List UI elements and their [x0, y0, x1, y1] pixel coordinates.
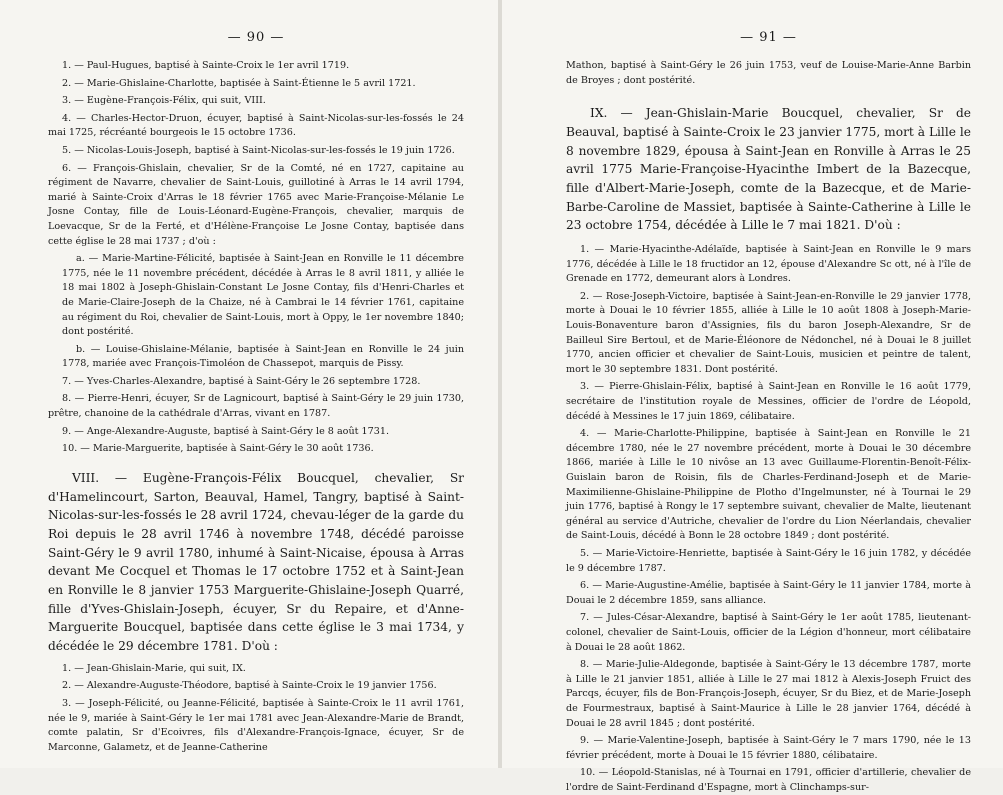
page-number-right: — 91 —	[740, 30, 797, 45]
entry-3: 3. — Eugène-François-Félix, qui suit, VIII.	[62, 95, 266, 107]
section-ix: IX. — Jean-Ghislain-Marie Boucquel, chevalier, Sr de Beauval, baptisé à Sainte-Croix le 23 janvier 1775, mort à Lille le 8 novembre 1829, épousa à Saint-Jean en Ronville à Arras le 25 avril 1775 Marie-Françoise-Hyacinthe Imbert de la Bazecque, fille d'Albert-Marie-Joseph, comte de la Bazecque, et de Marie-Barbe-Caroline de Massiet, baptisée à Sainte-Catherine à Lille le 23 octobre 1754, décédée à Lille le 7 mai 1821. D'où :	[566, 106, 971, 233]
entry-2: 2. — Marie-Ghislaine-Charlotte, baptisée à Saint-Étienne le 5 avril 1721.	[62, 77, 416, 89]
ix-entry-10: 10. — Léopold-Stanislas, né à Tournai en 1791, officier d'artillerie, chevalier de l'ordre de Saint-Ferdinand d'Espagne, mort à Clinchamps-sur-	[566, 767, 971, 793]
subentry-a: a. — Marie-Martine-Félicité, baptisée à Saint-Jean en Ronville le 11 décembre 1775, née le 11 novembre précédent, décédée à Arras le 8 avril 1811, y alliée le 18 mai 1802 à Joseph-Ghislain-Constant Le Josne Contay, fils d'Henri-Charles et de Marie-Claire-Joseph de la Chaize, né à Cambrai le 14 février 1761, capitaine au régiment du Roi, chevalier de Saint-Louis, mort à Oppy, le 1er novembre 1840; dont postérité.	[62, 253, 464, 338]
right-page	[502, 0, 1003, 793]
continuation-text: Mathon, baptisé à Saint-Géry le 26 juin 1753, veuf de Louise-Marie-Anne Barbin de Broyes ; dont postérité.	[566, 60, 971, 86]
entry-7: 7. — Yves-Charles-Alexandre, baptisé à Saint-Géry le 26 septembre 1728.	[62, 375, 421, 387]
viii-entry-3: 3. — Joseph-Félicité, ou Jeanne-Félicité, baptisée à Sainte-Croix le 11 avril 1761, née le 9, mariée à Saint-Géry le 1er mai 1781 avec Jean-Alexandre-Marie de Brandt, comte palatin, Sr d'Ecoivres, fils d'Alexandre-François-Ignace, écuyer, Sr de Marconne, Galametz, et de Jeanne-Catherine	[48, 698, 464, 753]
subentry-b: b. — Louise-Ghislaine-Mélanie, baptisée à Saint-Jean en Ronville le 24 juin 1778, mariée avec François-Timoléon de Chassepot, marquis de Pissy.	[62, 343, 464, 370]
ix-entry-8: 8. — Marie-Julie-Aldegonde, baptisée à Saint-Géry le 13 décembre 1787, morte à Lille le 21 janvier 1851, alliée à Lille le 27 mai 1812 à Alexis-Joseph Fruict des Parcqs, écuyer, fils de Bon-François-Joseph, écuyer, Sr du Biez, et de Marie-Joseph de Fourmestraux, baptisé à Saint-Maurice à Lille le 28 janvier 1764, décédé à Douai le 28 avril 1845 ; dont postérité.	[566, 659, 971, 729]
ix-entry-9: 9. — Marie-Valentine-Joseph, baptisée à Saint-Géry le 7 mars 1790, née le 13 février précédent, morte à Douai le 15 février 1880, célibataire.	[566, 735, 971, 761]
ix-entry-6: 6. — Marie-Augustine-Amélie, baptisée à Saint-Géry le 11 janvier 1784, morte à Douai le 2 décembre 1859, sans alliance.	[566, 580, 971, 606]
section-viii: VIII. — Eugène-François-Félix Boucquel, chevalier, Sr d'Hamelincourt, Sarton, Beauval, Hamel, Tangry, baptisé à Saint-Nicolas-sur-les-fossés le 28 avril 1724, chevau-léger de la garde du Roi depuis le 28 avril 1746 à novembre 1748, décédé paroisse Saint-Géry le 9 avril 1780, inhumé à Saint-Nicaise, épousa à Arras devant Me Cocquel et Thomas le 17 octobre 1752 et à Saint-Jean en Ronville le 8 janvier 1753 Marguerite-Ghislaine-Joseph Quarré, fille d'Yves-Ghislain-Joseph, écuyer, Sr du Repaire, et d'Anne-Marguerite Boucquel, baptisée dans cette église le 3 mai 1734, y décédée le 29 décembre 1781. D'où :	[48, 470, 464, 654]
ix-entry-2: 2. — Rose-Joseph-Victoire, baptisée à Saint-Jean-en-Ronville le 29 janvier 1778, morte à Douai le 10 février 1855, alliée à Lille le 10 août 1808 à Joseph-Marie-Louis-Bonaventure baron d'Assignies, fils du baron Joseph-Alexandre, Sr de Bailleul Sire Bertoul, et de Marie-Éléonore de Nédonchel, né à Douai le 8 juillet 1770, ancien officier et chevalier de Saint-Louis, musicien et peintre de talent, mort le 30 septembre 1831. Dont postérité.	[566, 290, 971, 375]
ix-entry-7: 7. — Jules-César-Alexandre, baptisé à Saint-Géry le 1er août 1785, lieutenant-colonel, chevalier de Saint-Louis, officier de la Légion d'honneur, mort célibataire à Douai le 28 août 1862.	[566, 612, 971, 653]
ix-entry-5: 5. — Marie-Victoire-Henriette, baptisée à Saint-Géry le 16 juin 1782, y décédée le 9 décembre 1787.	[566, 547, 971, 574]
ix-entry-1: 1. — Marie-Hyacinthe-Adélaïde, baptisée à Saint-Jean en Ronville le 9 mars 1776, décédée à Lille le 18 fructidor an 12, épouse d'Alexandre Sc ott, né à l'île de Grenade en 1772, demeurant alors à Londres.	[566, 244, 971, 285]
entry-5: 5. — Nicolas-Louis-Joseph, baptisé à Saint-Nicolas-sur-les-fossés le 19 juin 1726.	[62, 144, 455, 156]
entry-1: 1. — Paul-Hugues, baptisé à Sainte-Croix le 1er avril 1719.	[62, 60, 350, 71]
ix-entry-3: 3. — Pierre-Ghislain-Félix, baptisé à Saint-Jean en Ronville le 16 août 1779, secrétaire de l'institution royale de Messines, officier de l'ordre de Léopold, décédé à Messines le 17 juin 1869, célibataire.	[566, 381, 971, 422]
page-number-left: — 90 —	[227, 30, 285, 45]
viii-entry-1: 1. — Jean-Ghislain-Marie, qui suit, IX.	[62, 662, 246, 674]
viii-entry-2: 2. — Alexandre-Auguste-Théodore, baptisé à Sainte-Croix le 19 janvier 1756.	[62, 680, 437, 692]
ix-entry-4: 4. — Marie-Charlotte-Philippine, baptisée à Saint-Jean en Ronville le 21 décembre 1780, née le 27 novembre précédent, morte à Douai le 30 décembre 1866, mariée à Lille le 10 nivôse an 13 avec Guillaume-Florentin-Benoît-Félix-Guislain baron de Roisin, fils de Charles-Ferdinand-Joseph et de Marie-Maximilienne-Ghislaine-Philippine de Plotho d'Ingelmunster, né à Tournai le 29 juin 1776, baptisé à Rongy le 17 septembre suivant, chevalier de Malte, lieutenant général au service d'Autriche, chevalier de l'ordre du Lion Néerlandais, chevalier de Saint-Louis, décédé à Bonn le 28 octobre 1849 ; dont postérité.	[566, 428, 971, 542]
left-page	[0, 0, 498, 768]
entry-9: 9. — Ange-Alexandre-Auguste, baptisé à Saint-Géry le 8 août 1731.	[62, 425, 389, 437]
entry-8: 8. — Pierre-Henri, écuyer, Sr de Lagnicourt, baptisé à Saint-Géry le 29 juin 1730, prêtre, chanoine de la cathédrale d'Arras, vivant en 1787.	[48, 393, 464, 420]
entry-4: 4. — Charles-Hector-Druon, écuyer, baptisé à Saint-Nicolas-sur-les-fossés le 24 mai 1725, récréanté bourgeois le 15 octobre 1736.	[48, 112, 464, 139]
entry-6: 6. — François-Ghislain, chevalier, Sr de la Comté, né en 1727, capitaine au régiment de Navarre, chevalier de Saint-Louis, guillotiné à Arras le 14 avril 1794, marié à Sainte-Croix d'Arras le 18 février 1765 avec Marie-Françoise-Mélanie Le Josne Contay, fille de Louis-Léonard-Eugène-François, chevalier, marquis de Loevacque, Sr de la Ferté, et d'Hélène-Françoise Le Josne Contay, baptisée dans cette église le 28 mai 1737 ; d'où :	[48, 162, 464, 247]
entry-10: 10. — Marie-Marguerite, baptisée à Saint-Géry le 30 août 1736.	[62, 443, 374, 455]
